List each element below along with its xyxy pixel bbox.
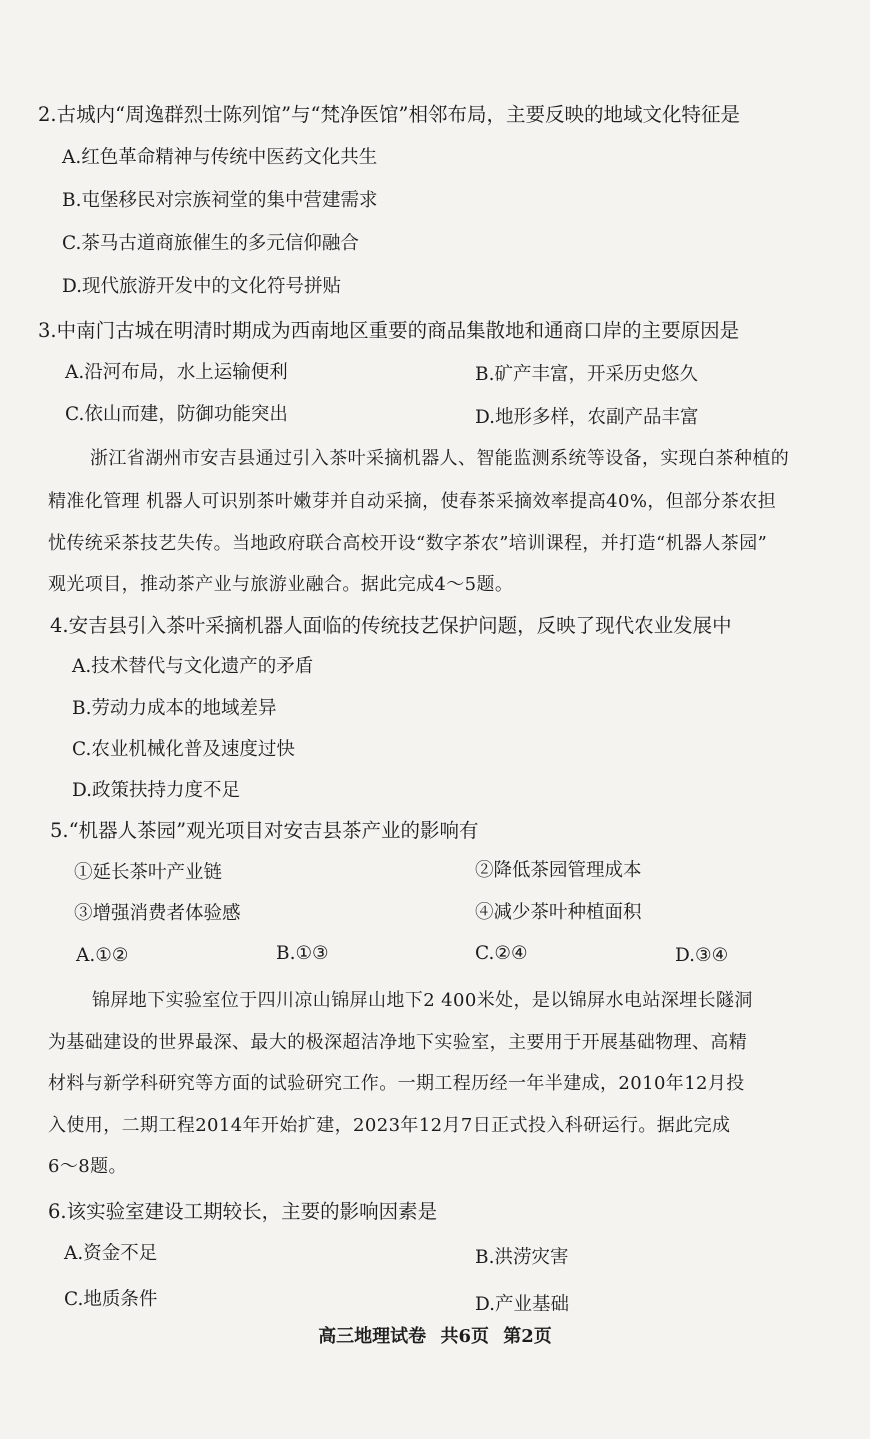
q2-option-c: C.茶马古道商旅催生的多元信仰融合 <box>62 233 359 254</box>
passage2-line-4: 入使用，二期工程2014年开始扩建，2023年12月7日正式投入科研运行。据此完成 <box>48 1115 731 1136</box>
passage1-line-4: 观光项目，推动茶产业与旅游业融合。据此完成4～5题。 <box>48 574 514 595</box>
q5-option-c: C.②④ <box>475 943 528 964</box>
q3-option-d: D.地形多样，农副产品丰富 <box>475 407 699 428</box>
passage2-line-2: 为基础建设的世界最深、最大的极深超洁净地下实验室，主要用于开展基础物理、高精 <box>48 1032 748 1053</box>
passage1-line-3: 忧传统采茶技艺失传。当地政府联合高校开设“数字茶农”培训课程，并打造“机器人茶园” <box>48 533 768 554</box>
q5-stem: 5.“机器人茶园”观光项目对安吉县茶产业的影响有 <box>50 819 479 842</box>
q5-item-1: ①延长茶叶产业链 <box>74 862 223 883</box>
q2-option-b: B.屯堡移民对宗族祠堂的集中营建需求 <box>62 190 378 211</box>
q5-item-2: ②降低茶园管理成本 <box>475 860 642 881</box>
q6-option-c: C.地质条件 <box>64 1289 158 1310</box>
q4-stem: 4.安吉县引入茶叶采摘机器人面临的传统技艺保护问题，反映了现代农业发展中 <box>50 614 732 637</box>
q4-option-b: B.劳动力成本的地域差异 <box>72 698 277 719</box>
passage2-line-1: 锦屏地下实验室位于四川凉山锦屏山地下2 400米处，是以锦屏水电站深埋长隧洞 <box>92 990 753 1011</box>
q3-option-b: B.矿产丰富，开采历史悠久 <box>475 364 698 385</box>
page-footer <box>0 1322 870 1348</box>
q2-stem: 2.古城内“周逸群烈士陈列馆”与“梵净医馆”相邻布局，主要反映的地域文化特征是 <box>38 103 740 126</box>
q6-option-b: B.洪涝灾害 <box>475 1247 569 1268</box>
q3-option-a: A.沿河布局，水上运输便利 <box>65 362 288 383</box>
q6-option-d: D.产业基础 <box>475 1294 570 1315</box>
q2-option-d: D.现代旅游开发中的文化符号拼贴 <box>62 276 342 297</box>
footer-total-pages: 共6页 <box>440 1326 489 1347</box>
q4-option-a: A.技术替代与文化遗产的矛盾 <box>72 656 314 677</box>
q6-option-a: A.资金不足 <box>64 1243 158 1264</box>
q5-option-d: D.③④ <box>675 945 729 966</box>
footer-title: 高三地理试卷 <box>318 1326 427 1347</box>
q5-item-4: ④减少茶叶种植面积 <box>475 902 642 923</box>
q4-option-c: C.农业机械化普及速度过快 <box>72 739 295 760</box>
q4-option-d: D.政策扶持力度不足 <box>72 780 241 801</box>
q5-option-a: A.①② <box>76 945 129 966</box>
q3-stem: 3.中南门古城在明清时期成为西南地区重要的商品集散地和通商口岸的主要原因是 <box>38 319 740 342</box>
q5-item-3: ③增强消费者体验感 <box>74 903 241 924</box>
q5-option-b: B.①③ <box>276 943 329 964</box>
q6-stem: 6.该实验室建设工期较长，主要的影响因素是 <box>48 1200 438 1223</box>
passage2-line-5: 6～8题。 <box>48 1156 127 1177</box>
footer-page-number: 第2页 <box>503 1326 552 1347</box>
passage2-line-3: 材料与新学科研究等方面的试验研究工作。一期工程历经一年半建成，2010年12月投 <box>48 1073 745 1094</box>
q2-option-a: A.红色革命精神与传统中医药文化共生 <box>62 147 378 168</box>
passage1-line-2: 精准化管理 机器人可识别茶叶嫩芽并自动采摘，使春茶采摘效率提高40%，但部分茶农担 <box>48 491 777 512</box>
passage1-line-1: 浙江省湖州市安吉县通过引入茶叶采摘机器人、智能监测系统等设备，实现白茶种植的 <box>90 448 790 469</box>
q3-option-c: C.依山而建，防御功能突出 <box>65 404 288 425</box>
